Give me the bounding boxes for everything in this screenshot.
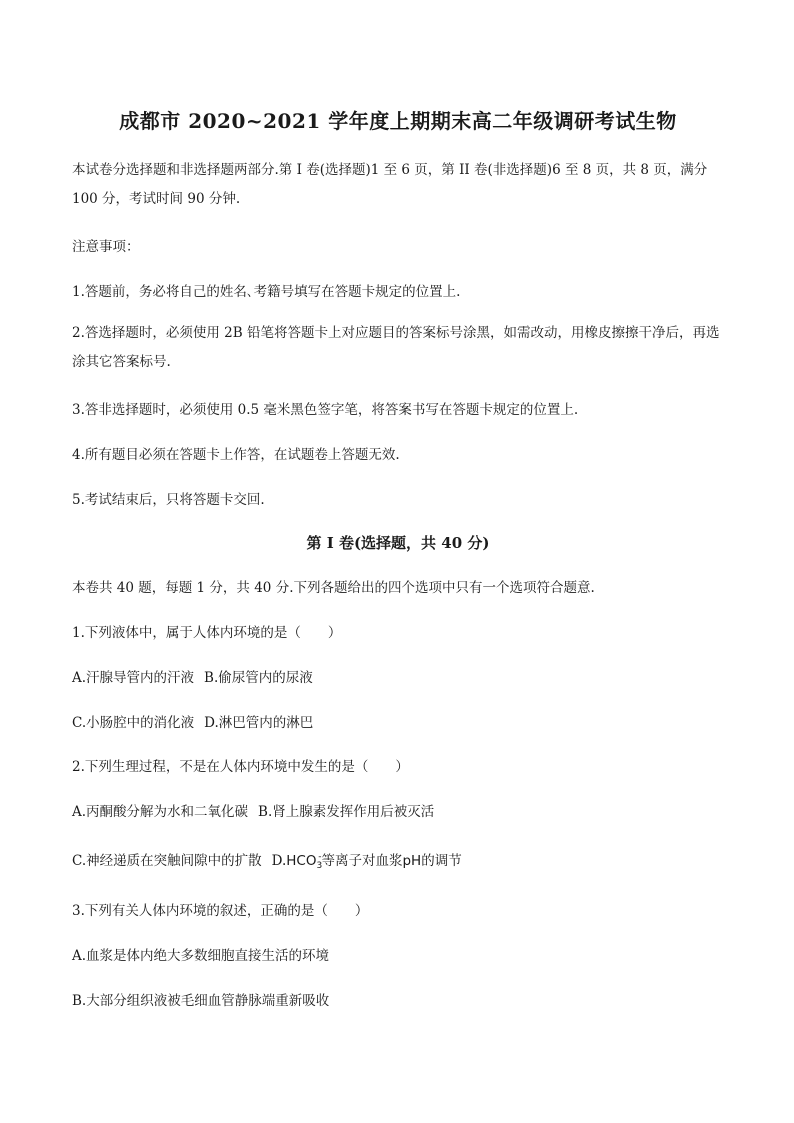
option-d: D.淋巴管内的淋巴 bbox=[204, 715, 314, 731]
bicarbonate-formula: $HCO_3^-$ bbox=[286, 852, 323, 871]
section-description: 本卷共 40 题，每题 1 分，共 40 分.下列各题给出的四个选项中只有一个选项符合题意. bbox=[72, 580, 595, 596]
notice-item: 3.答非选择题时，必须使用 0.5 毫米黑色签字笔，将答案书写在答题卡规定的位置上. bbox=[72, 402, 579, 418]
ph-symbol: pH bbox=[402, 853, 422, 869]
option-a: A.血浆是体内绝大多数细胞直接生活的环境 bbox=[72, 948, 330, 964]
option-c: C.神经递质在突触间隙中的扩散 bbox=[72, 853, 262, 869]
option-b: B.偷尿管内的尿液 bbox=[204, 670, 313, 686]
exam-title: 成都市 2020~2021 学年度上期期末高二年级调研考试生物 bbox=[119, 109, 677, 133]
question-2-options-cd bbox=[72, 849, 462, 871]
intro-paragraph: 本试卷分选择题和非选择题两部分.第 I 卷(选择题)1 至 6 页，第 II 卷(非选择题)6 至 8 页，共 8 页，满分 100 分，考试时间 90 分钟. bbox=[72, 162, 708, 207]
notice-item: 1.答题前，务必将自己的姓名､考籍号填写在答题卡规定的位置上. bbox=[72, 284, 461, 300]
option-c: C.小肠腔中的消化液 bbox=[72, 715, 195, 731]
option-b: B.大部分组织液被毛细血管静脉端重新吸收 bbox=[72, 993, 330, 1009]
question-1-stem: 1.下列液体中，属于人体内环境的是（ ） bbox=[72, 625, 342, 641]
question-2-options-ab bbox=[72, 800, 434, 820]
question-2-stem: 2.下列生理过程，不是在人体内环境中发生的是（ ） bbox=[72, 759, 409, 775]
option-a: A.丙酮酸分解为水和二氧化碳 bbox=[72, 804, 249, 820]
notice-item: 2.答选择题时，必须使用 2B 铅笔将答题卡上对应题目的答案标号涂黑，如需改动，用橡皮擦擦干净后，再选涂其它答案标号. bbox=[72, 325, 720, 370]
question-1-options-ab bbox=[72, 666, 313, 686]
option-d: $D.HCO_3^-$等离子对血浆pH的调节 bbox=[271, 852, 462, 871]
section-title: 第 I 卷(选择题，共 40 分) bbox=[306, 534, 490, 552]
question-1-options-cd bbox=[72, 711, 313, 731]
notice-item: 5.考试结束后，只将答题卡交回. bbox=[72, 492, 265, 508]
option-b: B.肾上腺素发挥作用后被灭活 bbox=[258, 804, 435, 820]
notice-item: 4.所有题目必须在答题卡上作答，在试题卷上答题无效. bbox=[72, 447, 400, 463]
question-3-stem: 3.下列有关人体内环境的叙述，正确的是（ ） bbox=[72, 903, 369, 919]
option-a: A.汗腺导管内的汗液 bbox=[72, 670, 195, 686]
notice-heading: 注意事项： bbox=[72, 239, 140, 255]
